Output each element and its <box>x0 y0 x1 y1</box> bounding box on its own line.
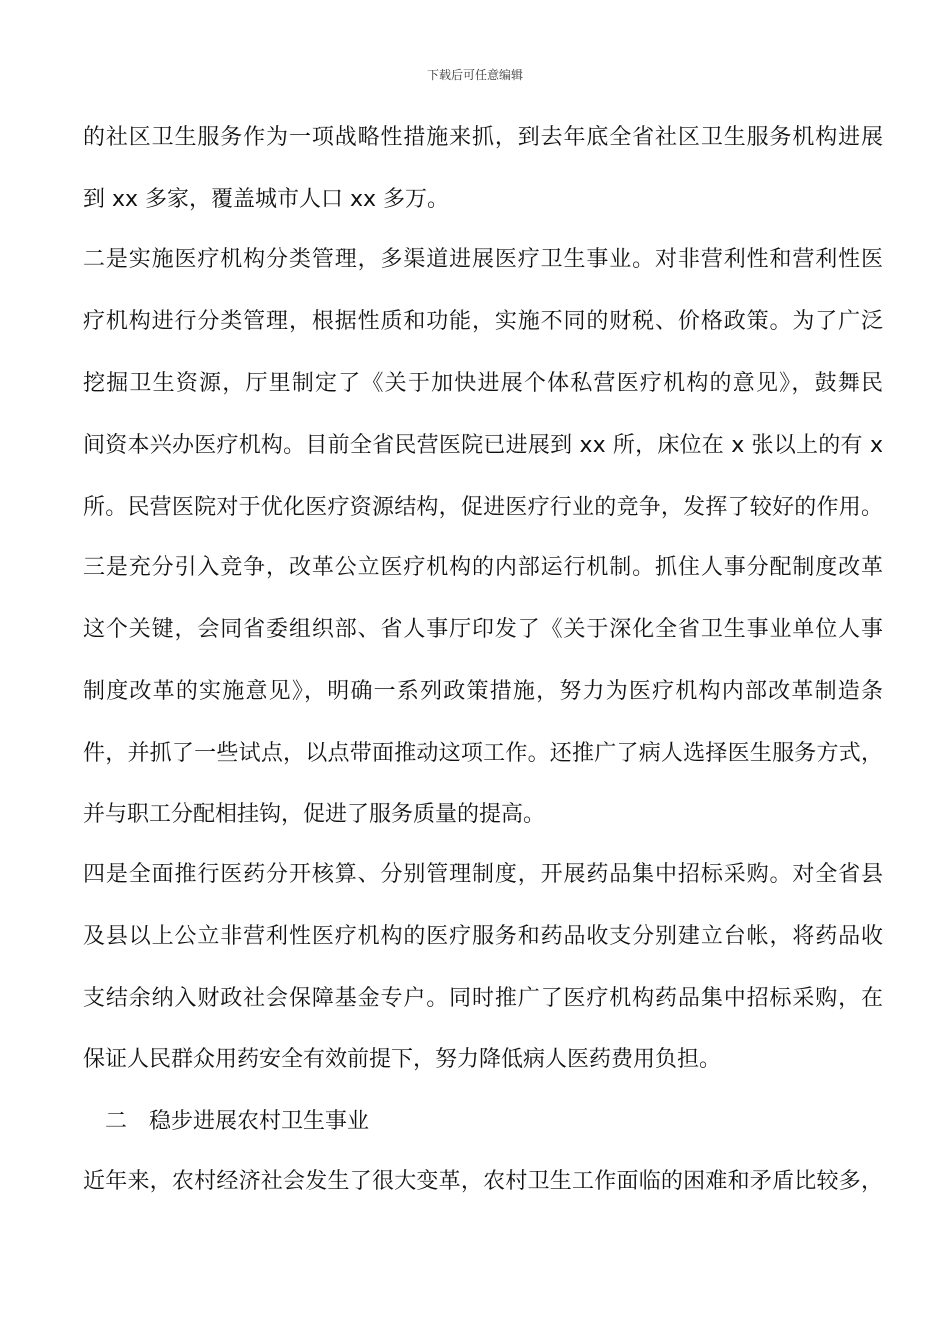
body-line-4: 疗机构进行分类管理，根据性质和功能，实施不同的财税、价格政策。为了广泛 <box>83 309 883 334</box>
body-line-14: 及县以上公立非营利性医疗机构的医疗服务和药品收支分别建立台帐，将药品收 <box>83 924 883 949</box>
body-line-18: 近年来，农村经济社会发生了很大变革，农村卫生工作面临的困难和矛盾比较多， <box>83 1169 883 1194</box>
body-line-12: 并与职工分配相挂钩，促进了服务质量的提高。 <box>83 802 546 827</box>
body-line-13: 四是全面推行医药分开核算、分别管理制度，开展药品集中招标采购。对全省县 <box>83 862 883 887</box>
body-line-3: 二是实施医疗机构分类管理，多渠道进展医疗卫生事业。对非营利性和营利性医 <box>83 247 883 272</box>
body-line-8: 三是充分引入竞争，改革公立医疗机构的内部运行机制。抓住人事分配制度改革 <box>83 555 883 580</box>
body-line-9: 这个关键，会同省委组织部、省人事厅印发了《关于深化全省卫生事业单位人事 <box>83 617 883 642</box>
body-line-1: 的社区卫生服务作为一项战略性措施来抓，到去年底全省社区卫生服务机构进展 <box>83 125 883 150</box>
body-line-5: 挖掘卫生资源，厅里制定了《关于加快进展个体私营医疗机构的意见》，鼓舞民 <box>83 371 883 396</box>
body-line-2: 到 xx 多家，覆盖城市人口 xx 多万。 <box>83 187 450 212</box>
body-line-6: 间资本兴办医疗机构。目前全省民营医院已进展到 xx 所，床位在 x 张以上的有 x <box>83 433 883 458</box>
body-line-15: 支结余纳入财政社会保障基金专户。同时推广了医疗机构药品集中招标采购，在 <box>83 986 883 1011</box>
body-line-16: 保证人民群众用药安全有效前提下，努力降低病人医药费用负担。 <box>83 1047 722 1072</box>
body-line-7: 所。民营医院对于优化医疗资源结构，促进医疗行业的竞争，发挥了较好的作用。 <box>83 495 883 520</box>
section-heading: 二 稳步进展农村卫生事业 <box>83 1109 370 1134</box>
body-line-10: 制度改革的实施意见》，明确一系列政策措施，努力为医疗机构内部改革制造条 <box>83 679 883 704</box>
body-line-11: 件，并抓了一些试点，以点带面推动这项工作。还推广了病人选择医生服务方式， <box>83 741 883 766</box>
page-header: 下载后可任意编辑 <box>426 68 523 82</box>
